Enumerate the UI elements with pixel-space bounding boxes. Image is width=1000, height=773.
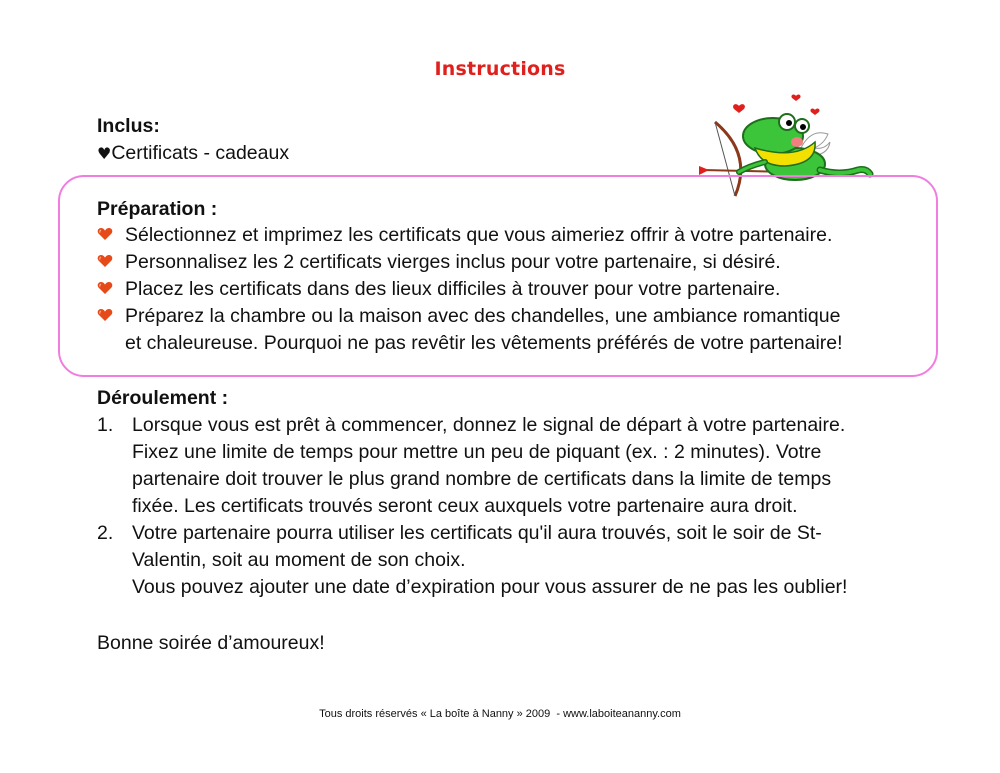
closing-text: Bonne soirée d’amoureux! <box>97 632 325 654</box>
preparation-heading: Préparation : <box>97 198 218 220</box>
preparation-item: Placez les certificats dans des lieux difficiles à trouver pour votre partenaire. <box>125 278 781 300</box>
preparation-item-continued: et chaleureuse. Pourquoi ne pas revêtir les vêtements préférés de votre partenaire! <box>125 332 843 354</box>
heart-icon <box>97 281 113 295</box>
preparation-item: Personnalisez les 2 certificats vierges inclus pour votre partenaire, si désiré. <box>125 251 781 273</box>
step-line: Fixez une limite de temps pour mettre un peu de piquant (ex. : 2 minutes). Votre <box>132 441 822 463</box>
preparation-item: Préparez la chambre ou la maison avec des chandelles, une ambiance romantique <box>125 305 841 327</box>
page-title: Instructions <box>434 58 566 80</box>
step-line: partenaire doit trouver le plus grand nombre de certificats dans la limite de temps <box>132 468 832 490</box>
preparation-item: Sélectionnez et imprimez les certificats que vous aimeriez offrir à votre partenaire. <box>125 224 833 246</box>
inclus-heading: Inclus: <box>97 115 160 137</box>
step-number: 2. <box>97 522 114 544</box>
step-line: Lorsque vous est prêt à commencer, donnez le signal de départ à votre partenaire. <box>132 414 846 436</box>
step-line: Valentin, soit au moment de son choix. <box>132 549 466 571</box>
step-line: Vous pouvez ajouter une date d’expiration pour vous assurer de ne pas les oublier! <box>132 576 848 598</box>
inclus-item <box>97 140 289 167</box>
step-line: fixée. Les certificats trouvés seront ceux auxquels votre partenaire aura droit. <box>132 495 798 517</box>
heart-icon <box>97 254 113 268</box>
step-line: Votre partenaire pourra utiliser les certificats qu'il aura trouvés, soit le soir de St- <box>132 522 822 544</box>
floating-hearts <box>733 95 819 115</box>
heart-icon <box>97 227 113 241</box>
heart-icon <box>97 308 113 322</box>
copyright-footer: Tous droits réservés « La boîte à Nanny » 2009 - www.laboiteananny.com <box>319 708 681 720</box>
inclus-item-label: Certificats - cadeaux <box>111 142 290 164</box>
black-heart-icon: ♥ <box>97 144 112 163</box>
deroulement-heading: Déroulement : <box>97 387 229 409</box>
step-number: 1. <box>97 414 114 436</box>
